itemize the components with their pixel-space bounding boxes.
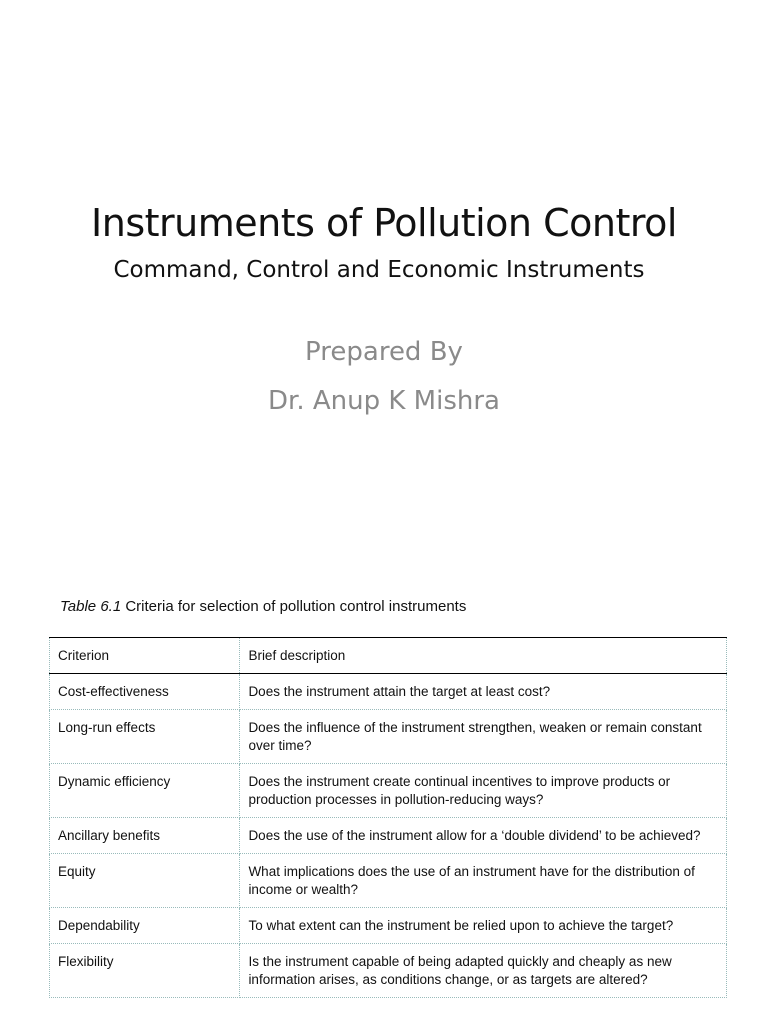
description-cell: Does the instrument attain the target at least cost? [240, 674, 727, 710]
description-cell: Does the use of the instrument allow for a ‘double dividend’ to be achieved? [240, 818, 727, 854]
description-cell: To what extent can the instrument be relied upon to achieve the target? [240, 908, 727, 944]
table-header-row [50, 638, 727, 674]
table-row [50, 908, 727, 944]
criterion-cell: Dynamic efficiency [50, 764, 240, 818]
table-row [50, 944, 727, 998]
prepared-by-label: Prepared By [305, 337, 463, 367]
criteria-table [49, 637, 727, 998]
criterion-cell: Dependability [50, 908, 240, 944]
description-cell: Does the instrument create continual incentives to improve products or production processes in pollution-reducing ways? [240, 764, 727, 818]
header-criterion: Criterion [50, 638, 240, 674]
table-caption-number: Table 6.1 [60, 598, 122, 615]
table-caption [60, 598, 466, 615]
slide-title: Instruments of Pollution Control [91, 201, 677, 245]
header-description: Brief description [240, 638, 727, 674]
criterion-cell: Cost-effectiveness [50, 674, 240, 710]
description-cell: Does the influence of the instrument strengthen, weaken or remain constant over time? [240, 710, 727, 764]
table-row [50, 764, 727, 818]
table-caption-text: Criteria for selection of pollution control instruments [121, 598, 467, 615]
author-name: Dr. Anup K Mishra [268, 386, 500, 416]
slide-subtitle: Command, Control and Economic Instruments [113, 257, 645, 283]
table-row [50, 818, 727, 854]
criterion-cell: Flexibility [50, 944, 240, 998]
description-cell: What implications does the use of an instrument have for the distribution of income or wealth? [240, 854, 727, 908]
table-row [50, 674, 727, 710]
criterion-cell: Ancillary benefits [50, 818, 240, 854]
table-row [50, 710, 727, 764]
criterion-cell: Long-run effects [50, 710, 240, 764]
description-cell: Is the instrument capable of being adapted quickly and cheaply as new information arises, as conditions change, or as targets are altered? [240, 944, 727, 998]
table-row [50, 854, 727, 908]
criterion-cell: Equity [50, 854, 240, 908]
